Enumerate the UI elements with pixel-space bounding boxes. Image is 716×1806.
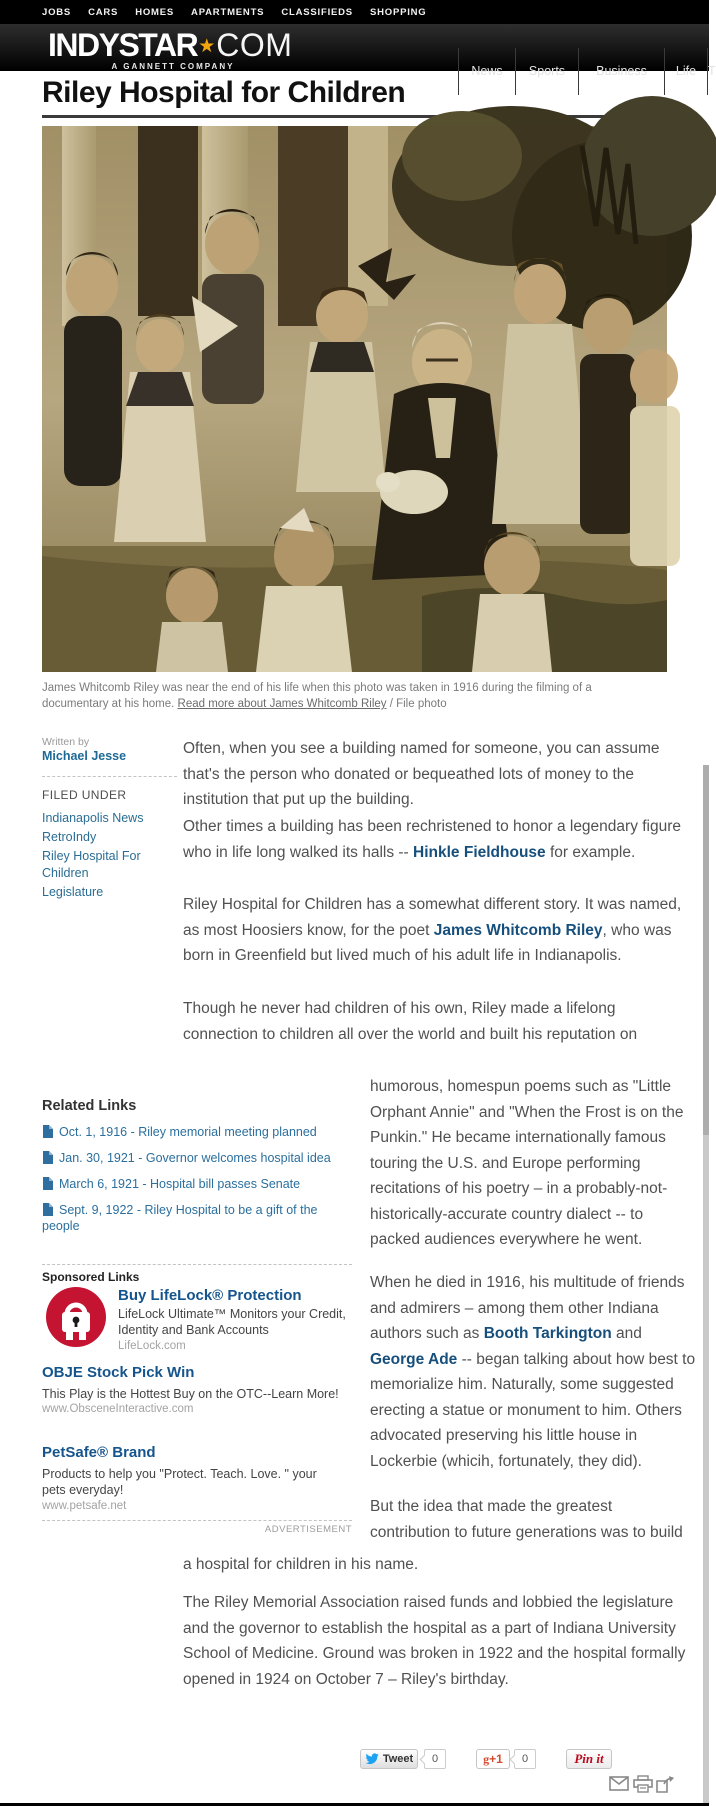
- paragraph-3: [183, 892, 688, 969]
- booth-tarkington-link[interactable]: Booth Tarkington: [483, 1325, 612, 1342]
- tweet-button[interactable]: [360, 1749, 418, 1769]
- print-button[interactable]: [633, 1776, 653, 1792]
- advertisement-label: ADVERTISEMENT: [264, 1524, 352, 1535]
- paragraph-4a: Though he never had children of his own, Riley made a lifelong connection to children all over the world and built his reputation on: [183, 1000, 638, 1043]
- ad-obje-domain: www.ObsceneInteractive.com: [42, 1403, 194, 1415]
- related-link-1[interactable]: [42, 1124, 348, 1140]
- page-title: Riley Hospital for Children: [42, 76, 406, 109]
- email-button[interactable]: [609, 1776, 629, 1792]
- logo-text: [48, 27, 298, 64]
- topbar-link-apartments[interactable]: APARTMENTS: [191, 6, 265, 18]
- paragraph-1: Often, when you see a building named for someone, you can assume that's the person who donated or bequeathed lots of money to the institution that put up the building.: [183, 740, 660, 808]
- filed-link-riley-hospital[interactable]: Riley Hospital For Children: [42, 849, 141, 880]
- caption-text: James Whitcomb Riley was near the end of his life when this photo was taken in 1916 during the filming of a documentary at his home.: [42, 682, 592, 710]
- caption-link[interactable]: Read more about James Whitcomb Riley: [177, 698, 387, 710]
- logo-part2: COM: [216, 27, 293, 63]
- topbar-link-shopping[interactable]: SHOPPING: [369, 6, 427, 18]
- document-icon: [42, 1177, 53, 1190]
- gplus-count: 0: [514, 1749, 536, 1769]
- filed-under-links: [42, 810, 170, 903]
- filed-link-retroindy[interactable]: RetroIndy: [42, 830, 97, 844]
- james-whitcomb-riley-link[interactable]: James Whitcomb Riley: [433, 921, 603, 939]
- related-link-text: Oct. 1, 1916 - Riley memorial meeting planned: [59, 1125, 317, 1139]
- paragraph-6a: But the idea that made the greatest contribution to future generations was to build: [370, 1498, 683, 1541]
- lifelock-logo[interactable]: [45, 1286, 107, 1348]
- ad-lifelock-body: LifeLock Ultimate™ Monitors your Credit, Identity and Bank Accounts: [118, 1307, 346, 1337]
- related-link-text: March 6, 1921 - Hospital bill passes Senate: [59, 1177, 301, 1191]
- tweet-count: 0: [424, 1749, 446, 1769]
- author-link[interactable]: Michael Jesse: [42, 749, 127, 763]
- logo-part1: INDYSTAR: [48, 27, 198, 63]
- paragraph-4b: humorous, homespun poems such as "Little Orphant Annie" and "When the Frost is on the Punkin." He became internationally famous touring the U.S. and Europe performing recitations of his poetry – in a probably-not-historically-accurate country dialect -- to packed audiences everywhere he went.: [370, 1078, 684, 1248]
- main-nav: [458, 48, 716, 95]
- article-photo: [42, 126, 667, 672]
- gannett-tagline: A GANNETT COMPANY: [111, 62, 235, 71]
- gplus-button[interactable]: [476, 1749, 510, 1769]
- related-link-text: Jan. 30, 1921 - Governor welcomes hospital idea: [59, 1151, 331, 1165]
- topbar-link-homes[interactable]: HOMES: [135, 6, 175, 18]
- caption-credit: / File photo: [386, 698, 447, 710]
- email-icon: [609, 1776, 629, 1791]
- gplus-g: g: [483, 1751, 490, 1766]
- share-button[interactable]: [656, 1776, 676, 1792]
- scrollbar-thumb[interactable]: [703, 765, 709, 1135]
- p5-text: When he died in 1916, his multitude of friends and admirers – among them other Indiana authors such as: [370, 1274, 685, 1342]
- p3-text-after: , who was born in Greenfield but lived much of his adult life in Indianapolis.: [183, 921, 672, 964]
- document-icon: [42, 1203, 53, 1216]
- top-links-bar: [0, 0, 709, 24]
- related-link-4[interactable]: [42, 1202, 348, 1234]
- topbar-link-cars[interactable]: CARS: [88, 6, 119, 18]
- ad-obje-headline[interactable]: OBJE Stock Pick Win: [42, 1364, 195, 1381]
- ad-petsafe-domain: www.petsafe.net: [42, 1500, 127, 1512]
- george-ade-link[interactable]: George Ade: [370, 1350, 458, 1368]
- sponsored-divider-bottom: [42, 1520, 352, 1521]
- ad-petsafe-headline[interactable]: PetSafe® Brand: [42, 1444, 156, 1461]
- filed-under-label: FILED UNDER: [42, 788, 127, 802]
- paragraph-5: [370, 1270, 696, 1474]
- topbar-link-classifieds[interactable]: CLASSIFIEDS: [281, 6, 353, 18]
- byline-label: Written by: [42, 736, 90, 748]
- pinit-button[interactable]: [566, 1749, 612, 1769]
- indystar-logo[interactable]: [48, 27, 298, 71]
- article-photo-image: [42, 126, 667, 672]
- scrollbar[interactable]: [703, 765, 709, 1803]
- ad-lifelock-headline[interactable]: Buy LifeLock® Protection: [118, 1287, 302, 1304]
- masthead: [0, 24, 716, 78]
- related-links-title: Related Links: [42, 1098, 137, 1114]
- nav-news[interactable]: News: [458, 48, 515, 95]
- ad-obje-body: This Play is the Hottest Buy on the OTC--Learn More!: [42, 1387, 339, 1401]
- p5-text-after: -- began talking about how best to memorialize him. Naturally, some suggested erecting a statue or monument to him. Others advocated preserving his little house in Lockerbie (whicih, fortunately, they did).: [370, 1350, 696, 1470]
- document-icon: [42, 1151, 53, 1164]
- lifelock-lock-icon: [45, 1286, 107, 1348]
- filed-link-indianapolis-news[interactable]: Indianapolis News: [42, 811, 144, 825]
- nav-life[interactable]: Life: [664, 48, 707, 95]
- gplus-plus-one: +1: [489, 1751, 503, 1766]
- related-link-3[interactable]: [42, 1176, 348, 1192]
- p5-text-mid: and: [611, 1325, 642, 1342]
- p2-text-after: for example.: [545, 843, 636, 861]
- tweet-label: Tweet: [382, 1753, 414, 1765]
- related-link-2[interactable]: [42, 1150, 348, 1166]
- share-icon: [656, 1776, 676, 1793]
- related-link-text: Sept. 9, 1922 - Riley Hospital to be a gift of the people: [42, 1203, 318, 1233]
- printer-icon: [633, 1776, 653, 1793]
- paragraph-2: [183, 814, 688, 865]
- ad-petsafe-body: Products to help you "Protect. Teach. Love. " your pets everyday!: [42, 1467, 317, 1497]
- nav-partial-item[interactable]: T: [707, 48, 713, 95]
- ad-lifelock-domain: LifeLock.com: [118, 1340, 186, 1352]
- nav-sports[interactable]: Sports: [515, 48, 578, 95]
- topbar-link-jobs[interactable]: JOBS: [42, 6, 72, 18]
- star-icon: ★: [198, 36, 216, 57]
- twitter-bird-icon: [365, 1753, 379, 1765]
- nav-business[interactable]: Business: [578, 48, 664, 95]
- p3-text: Riley Hospital for Children has a somewhat different story. It was named, as most Hoosiers know, for the poet: [183, 896, 682, 939]
- hinkle-fieldhouse-link[interactable]: Hinkle Fieldhouse: [413, 843, 546, 861]
- pinit-label: Pin it: [574, 1751, 604, 1766]
- related-links-list: [42, 1124, 348, 1244]
- photo-caption: [42, 680, 628, 712]
- document-icon: [42, 1125, 53, 1138]
- paragraph-7: The Riley Memorial Association raised funds and lobbied the legislature and the governor to establish the hospital as a part of Indiana University School of Medicine. Ground was broken in 1922 and the hospital formally opened in 1924 on October 7 – Riley's birthday.: [183, 1594, 686, 1688]
- sponsored-links-title: Sponsored Links: [42, 1270, 140, 1284]
- p2-text: Other times a building has been rechristened to honor a legendary figure who in life long walked its halls --: [183, 818, 682, 861]
- paragraph-6b: a hospital for children in his name.: [183, 1556, 419, 1573]
- byline-divider: [42, 776, 177, 777]
- sponsored-divider-top: [42, 1264, 352, 1265]
- filed-link-legislature[interactable]: Legislature: [42, 885, 104, 899]
